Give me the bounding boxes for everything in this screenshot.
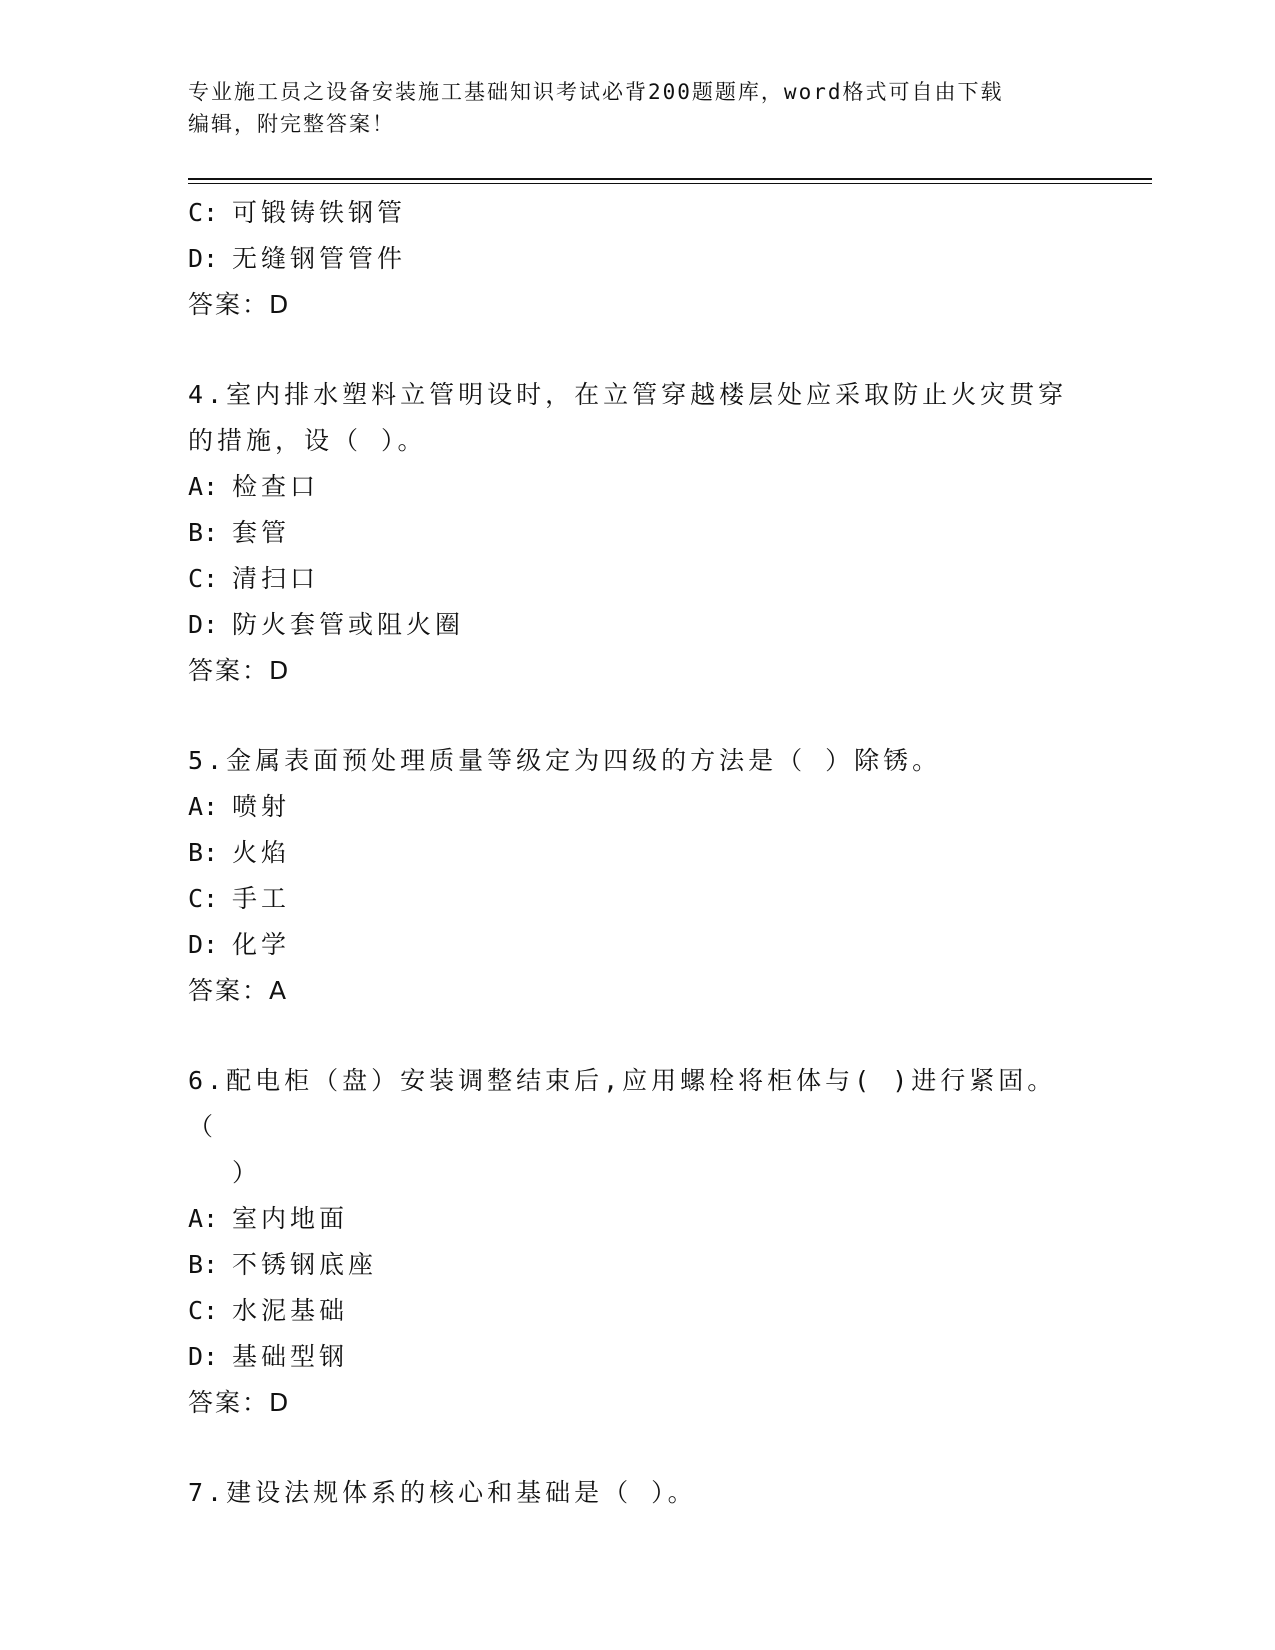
header-divider-thick xyxy=(188,178,1152,180)
option-label: C: xyxy=(188,1296,219,1325)
question-stem-continued: 的措施，设（ ）。 xyxy=(188,426,427,455)
option-a xyxy=(188,464,1068,510)
option-c xyxy=(188,876,1068,922)
question-6 xyxy=(188,1058,1068,1426)
question-5 xyxy=(188,738,1068,1014)
option-label: C: xyxy=(188,198,219,227)
option-label: A: xyxy=(188,1204,219,1233)
answer-line: 答案：D xyxy=(188,290,291,319)
option-b xyxy=(188,830,1068,876)
option-d xyxy=(188,236,1068,282)
option-label: C: xyxy=(188,564,219,593)
option-label: D: xyxy=(188,244,219,273)
question-3 xyxy=(188,190,1068,328)
question-4 xyxy=(188,372,1068,694)
option-text: 化学 xyxy=(232,930,291,959)
option-text: 火焰 xyxy=(232,838,291,867)
header-divider-thin xyxy=(188,183,1152,184)
option-text: 清扫口 xyxy=(232,564,320,593)
option-text: 可锻铸铁钢管 xyxy=(232,198,407,227)
option-b xyxy=(188,510,1068,556)
option-a xyxy=(188,1196,1068,1242)
question-stem: 4.室内排水塑料立管明设时，在立管穿越楼层处应采取防止火灾贯穿 xyxy=(188,380,1068,409)
option-d xyxy=(188,602,1068,648)
option-label: D: xyxy=(188,930,219,959)
option-label: D: xyxy=(188,1342,219,1371)
question-list xyxy=(188,190,1068,1516)
option-text: 套管 xyxy=(232,518,291,547)
option-c xyxy=(188,190,1068,236)
option-text: 基础型钢 xyxy=(232,1342,349,1371)
option-label: B: xyxy=(188,838,219,867)
option-d xyxy=(188,1334,1068,1380)
option-text: 室内地面 xyxy=(232,1204,349,1233)
header-line-1: 专业施工员之设备安装施工基础知识考试必背200题题库，word格式可自由下载 xyxy=(188,80,1004,104)
header-line-2: 编辑，附完整答案！ xyxy=(188,112,395,136)
option-text: 不锈钢底座 xyxy=(232,1250,378,1279)
option-text: 无缝钢管管件 xyxy=(232,244,407,273)
answer-line: 答案：D xyxy=(188,1388,291,1417)
option-text: 水泥基础 xyxy=(232,1296,349,1325)
option-label: D: xyxy=(188,610,219,639)
question-stem-continued: ） xyxy=(232,1158,262,1187)
option-text: 喷射 xyxy=(232,792,291,821)
answer-line: 答案：D xyxy=(188,656,291,685)
option-label: B: xyxy=(188,518,219,547)
option-label: B: xyxy=(188,1250,219,1279)
document-header xyxy=(188,76,1068,140)
option-label: A: xyxy=(188,472,219,501)
answer-line: 答案：A xyxy=(188,976,289,1005)
option-text: 防火套管或阻火圈 xyxy=(232,610,465,639)
question-7 xyxy=(188,1470,1068,1516)
option-a xyxy=(188,784,1068,830)
option-label: C: xyxy=(188,884,219,913)
option-c xyxy=(188,556,1068,602)
option-b xyxy=(188,1242,1068,1288)
question-stem: 5.金属表面预处理质量等级定为四级的方法是（ ）除锈。 xyxy=(188,746,942,775)
option-text: 检查口 xyxy=(232,472,320,501)
option-c xyxy=(188,1288,1068,1334)
option-text: 手工 xyxy=(232,884,291,913)
option-d xyxy=(188,922,1068,968)
question-stem: 7.建设法规体系的核心和基础是（ ）。 xyxy=(188,1478,697,1507)
option-label: A: xyxy=(188,792,219,821)
question-stem: 6.配电柜（盘）安装调整结束后,应用螺栓将柜体与( )进行紧固。（ xyxy=(188,1066,1057,1141)
